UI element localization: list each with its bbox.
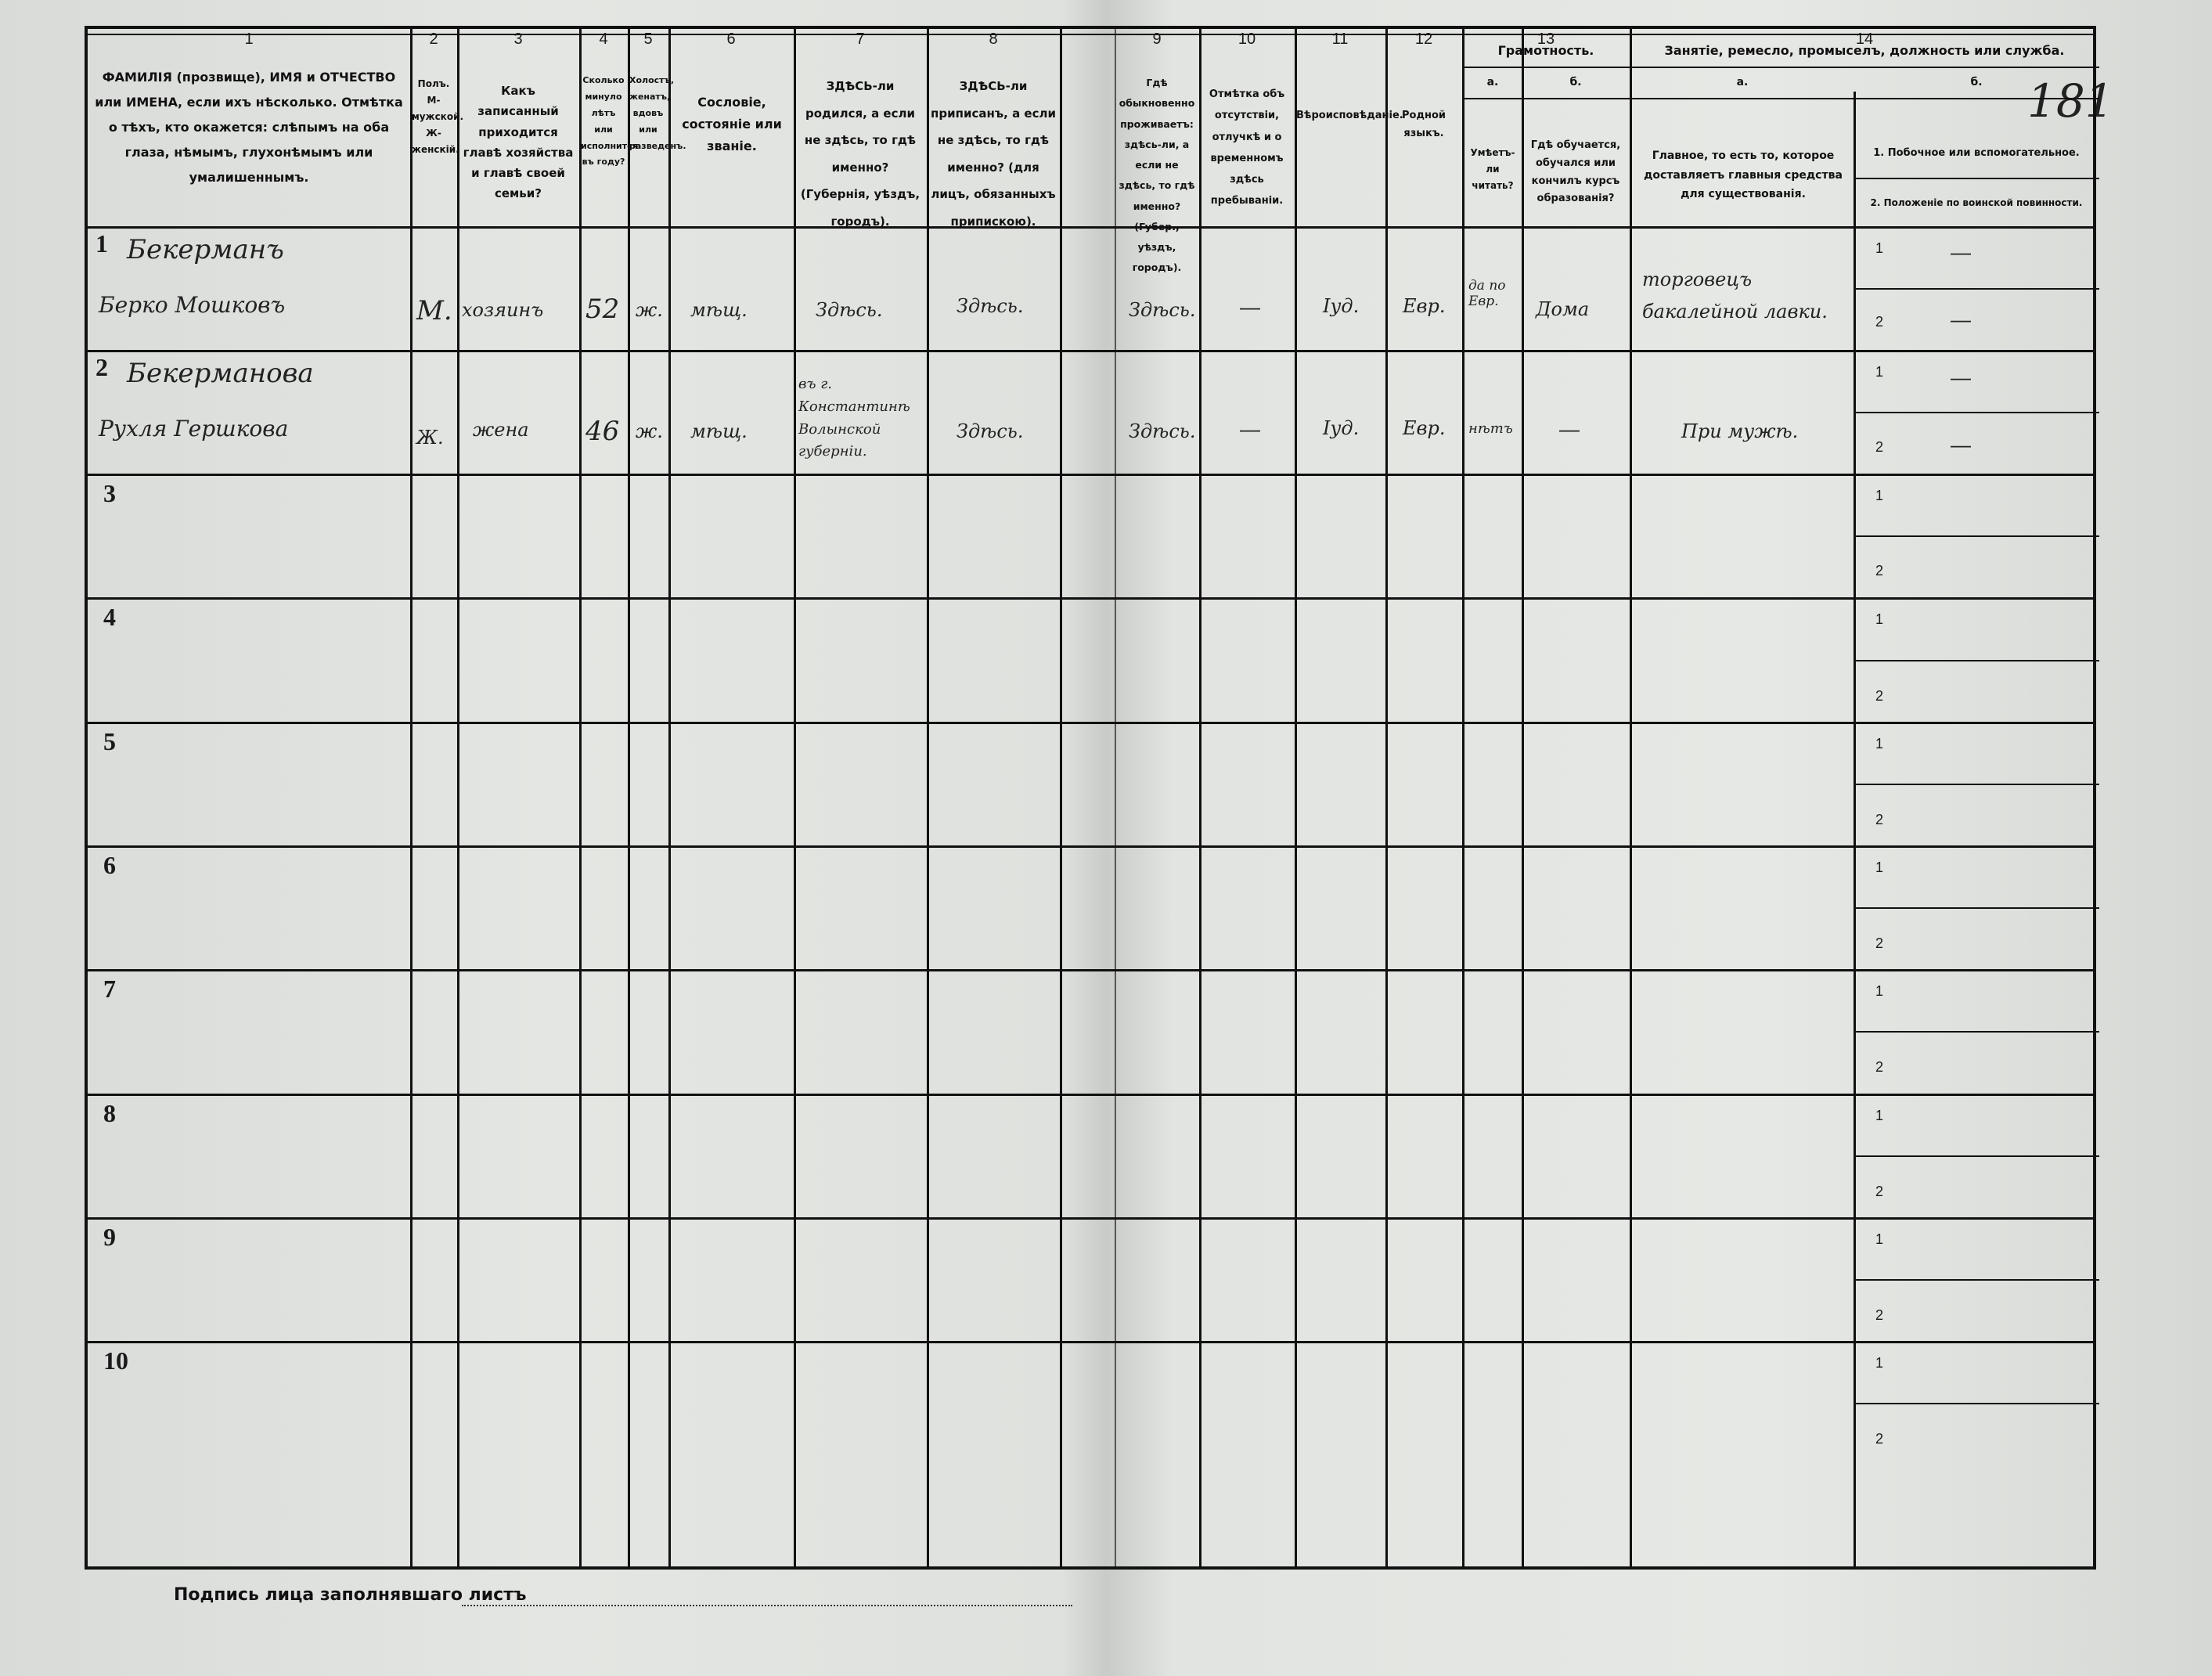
header-col9: Гдѣ обыкновенно проживаетъ: здѣсь-ли, а если не здѣсь, то гдѣ именно? (Губер., уѣздъ, городъ).	[1119, 77, 1195, 274]
signature-label: Подпись лица заполнявшаго листъ	[174, 1585, 527, 1605]
signature-line[interactable]	[462, 1605, 1072, 1606]
header-col7: ЗДѢСЬ-ли родился, а если не здѣсь, то гдѣ именно? (Губернія, уѣздъ, городъ).	[800, 79, 920, 229]
row2-language: Евр.	[1403, 417, 1446, 439]
row-number-10: 10	[103, 1346, 128, 1375]
row1-education: Дома	[1536, 298, 1590, 320]
sub-number: 2	[1875, 563, 1884, 578]
row2-residence: Здѣсь.	[1129, 420, 1196, 442]
header-col6: Сословіе, состояніе или званіе.	[682, 95, 782, 153]
header-col12: Родной языкъ.	[1402, 110, 1446, 139]
row1-estate: мѣщ.	[690, 299, 748, 321]
col-number-7: 7	[856, 31, 865, 48]
sub-number: 2	[1875, 688, 1884, 704]
row1-birth: Здѣсь.	[816, 299, 883, 321]
row2-registered: Здѣсь.	[956, 420, 1024, 442]
header-col11: Вѣроисповѣданіе.	[1296, 110, 1403, 121]
row2-occupation: При мужѣ.	[1681, 420, 1799, 442]
row2-sub2-value: —	[1951, 433, 1971, 456]
col-number-8: 8	[989, 31, 998, 48]
row1-religion: Іуд.	[1323, 295, 1360, 317]
row2-age: 46	[585, 416, 620, 447]
row2-birth: въ г. Константинѣ Волынской губерніи.	[798, 376, 910, 460]
row1-surname: Бекерманъ	[127, 234, 284, 265]
row1-relation: хозяинъ	[462, 299, 544, 321]
row2-absence: —	[1240, 417, 1260, 441]
sub-number: 1	[1875, 488, 1884, 503]
sub-number: 2	[1875, 1184, 1884, 1199]
col-number-6: 6	[726, 31, 736, 48]
sub-number: 1	[1875, 364, 1884, 380]
header-col14b-2: 2. Положеніе по воинской повинности.	[1870, 197, 2083, 208]
row1-sex: М.	[416, 295, 452, 326]
page-number: 181	[2027, 74, 2114, 128]
row-number-8: 8	[103, 1099, 116, 1127]
sub-number: 1	[1875, 983, 1884, 999]
row-number-7: 7	[103, 975, 116, 1003]
sub-number: 1	[1875, 860, 1884, 875]
sub-number: 2	[1875, 439, 1884, 455]
row-number-9: 9	[103, 1223, 116, 1251]
row1-name: Берко Мошковъ	[99, 292, 286, 318]
row1-sub1-value: —	[1951, 240, 1971, 264]
header-col13b-label: б.	[1569, 76, 1582, 88]
sub-number: 2	[1875, 1059, 1884, 1075]
sub-number: 2	[1875, 1307, 1884, 1323]
sub-number: 1	[1875, 1231, 1884, 1247]
header-col5: Холостъ, женатъ, вдовъ или разведенъ.	[629, 75, 686, 151]
row-number-5: 5	[103, 727, 116, 755]
col-number-3: 3	[513, 31, 523, 48]
col-number-2: 2	[429, 31, 438, 48]
col-number-11: 11	[1331, 31, 1349, 48]
row2-education: —	[1559, 417, 1580, 441]
row1-occupation: торговецъ бакалейной лавки.	[1642, 269, 1828, 323]
header-col14b-1: 1. Побочное или вспомогательное.	[1873, 147, 2080, 159]
row2-estate: мѣщ.	[690, 420, 748, 442]
row1-language: Евр.	[1403, 295, 1446, 317]
header-col13a: Умѣетъ-ли читать?	[1470, 147, 1515, 191]
row2-literate: нѣтъ	[1468, 420, 1513, 437]
row1-absence: —	[1240, 295, 1260, 319]
col-number-13: 13	[1537, 31, 1555, 48]
header-col10: Отмѣтка объ отсутствіи, отлучкѣ и о временномъ здѣсь пребываніи.	[1209, 88, 1285, 207]
row-number-6: 6	[103, 851, 116, 879]
row-number-1: 1	[95, 229, 108, 258]
col-number-1: 1	[244, 31, 254, 48]
header-col13a-label: а.	[1486, 76, 1499, 88]
row1-residence: Здѣсь.	[1129, 299, 1196, 321]
col-number-12: 12	[1414, 31, 1433, 48]
col-number-4: 4	[599, 31, 608, 48]
header-col14: Занятіе, ремесло, промыселъ, должность или служба.	[1664, 43, 2065, 58]
row2-relation: жена	[473, 419, 529, 441]
sub-number: 2	[1875, 935, 1884, 951]
header-col13b: Гдѣ обучается, обучался или кончилъ курсъ образованія?	[1530, 139, 1621, 205]
header-col14a-label: а.	[1736, 76, 1749, 88]
row2-sub1-value: —	[1951, 366, 1971, 389]
header-col14a: Главное, то есть то, которое доставляетъ главныя средства для существованія.	[1644, 150, 1843, 200]
sub-number: 2	[1875, 812, 1884, 827]
row2-sex: Ж.	[416, 427, 444, 449]
row-number-3: 3	[103, 479, 116, 507]
row1-marital: ж.	[636, 299, 663, 321]
header-col8: ЗДѢСЬ-ли приписанъ, а если не здѣсь, то гдѣ именно? (для лицъ, обязанныхъ припискою).	[931, 79, 1056, 229]
sub-number: 2	[1875, 1431, 1884, 1447]
col-number-9: 9	[1152, 31, 1162, 48]
header-col1: ФАМИЛІЯ (прозвище), ИМЯ и ОТЧЕСТВО или ИМЕНА, если ихъ нѣсколько. Отмѣтка о тѣхъ, кто окажется: слѣпымъ на оба глаза, нѣмымъ, глухонѣмымъ или умалишеннымъ.	[95, 70, 403, 185]
header-col2: Полъ. М-мужской. Ж-женскій.	[412, 78, 464, 155]
census-table	[85, 26, 2096, 1570]
row1-sub2-value: —	[1951, 308, 1971, 331]
row-number-4: 4	[103, 603, 116, 631]
sub-number: 1	[1875, 240, 1884, 256]
row2-name: Рухля Гершкова	[99, 416, 289, 442]
row1-literate: да по Евр.	[1468, 278, 1506, 310]
col-number-10: 10	[1237, 31, 1256, 48]
row-number-2: 2	[95, 353, 108, 381]
sub-number: 2	[1875, 314, 1884, 330]
row1-age: 52	[585, 294, 620, 325]
header-col3: Какъ записанный приходится главѣ хозяйства и главѣ своей семьи?	[463, 84, 574, 201]
header-col13: Грамотность.	[1497, 43, 1594, 58]
sub-number: 1	[1875, 1355, 1884, 1371]
sub-number: 1	[1875, 611, 1884, 627]
sub-number: 1	[1875, 736, 1884, 751]
row1-registered: Здѣсь.	[956, 295, 1024, 317]
row2-marital: ж.	[636, 420, 663, 442]
col-number-14: 14	[1855, 31, 1874, 48]
sub-number: 1	[1875, 1108, 1884, 1123]
col-number-5: 5	[643, 31, 653, 48]
row2-religion: Іуд.	[1323, 417, 1360, 439]
row2-surname: Бекерманова	[127, 358, 314, 389]
header-col14b-label: б.	[1970, 76, 1983, 88]
header-col4: Сколько минуло лѣтъ или исполнится въ году?	[581, 75, 638, 168]
